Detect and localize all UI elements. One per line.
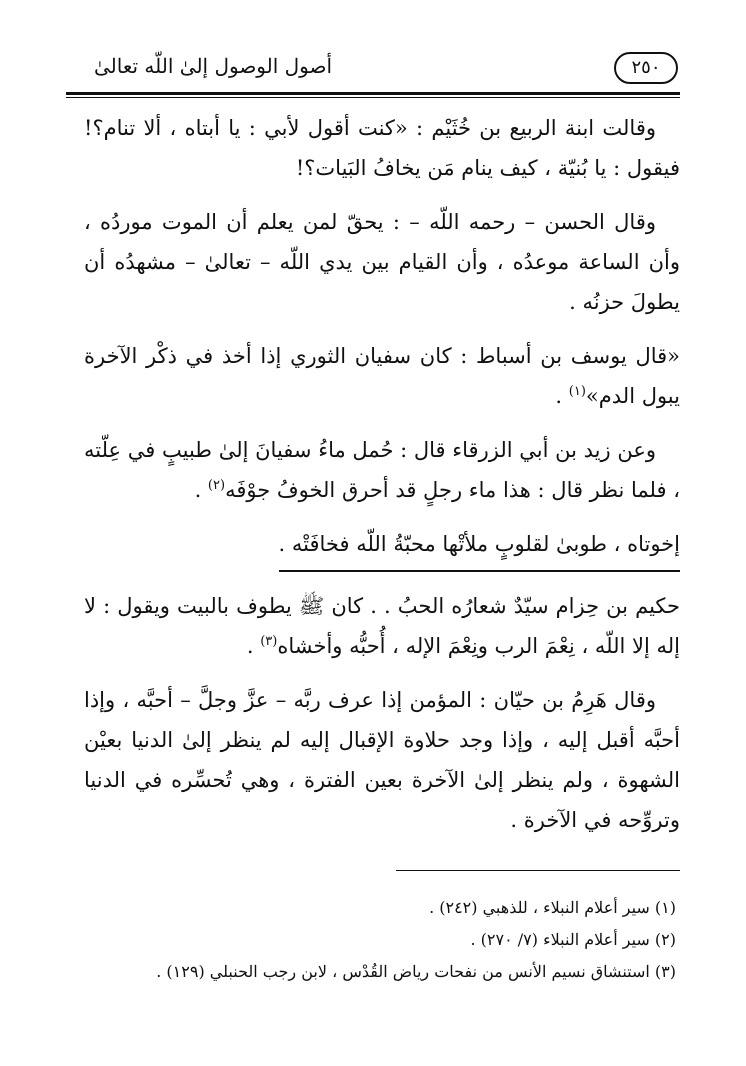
header-rule-thin <box>66 97 680 98</box>
page-header <box>66 40 680 90</box>
footnote-ref-1: (١) <box>568 384 586 399</box>
period: . <box>246 634 261 658</box>
header-rule-thick <box>66 92 680 95</box>
footnote-1: (١) سير أعلام النبلاء ، للذهبي (٢٤٢) . <box>429 898 676 917</box>
footnote-separator <box>396 870 680 871</box>
paragraph-3: «قال يوسف بن أسباط : كان سفيان الثوري إذا أخذ في ذكْر الآخرة يبول الدم»$^{(١)}$ . <box>84 344 680 408</box>
page-number: ٢٥٠ <box>614 52 678 84</box>
period: . <box>194 478 208 502</box>
body-text <box>84 108 680 854</box>
paragraph-1: وقالت ابنة الربيع بن خُثَيْم : «كنت أقول لأبي : يا أبتاه ، ألا تنام؟! فيقول : يا بُنيّة ، كيف ينام مَن يخافُ البَيات؟! <box>84 116 680 180</box>
footnote-2: (٢) سير أعلام النبلاء (٧/ ٢٧٠) . <box>470 930 676 949</box>
paragraph-2: وقال الحسن – رحمه اللّه – : يحقّ لمن يعلم أن الموت موردُه ، وأن الساعة موعدُه ، وأن القيام بين يدي اللّه – تعالىٰ – مشهدُه أن يطولَ حزنُه . <box>84 210 680 314</box>
period: . <box>555 384 569 408</box>
paragraph-6: وقال هَرِمُ بن حيّان : المؤمن إذا عرف ربَّه – عزَّ وجلَّ – أحبَّه ، وإذا أحبَّه أقبل إليه ، وإذا وجد حلاوة الإقبال إليه لم ينظر إلىٰ الدنيا بعيْن الشهوة ، ولم ينظر إلىٰ الآخرة بعين الفترة ، وهي تُحسِّره في الدنيا وتروِّحه في الآخرة . <box>84 688 680 832</box>
footnote-ref-3: (٣) <box>260 634 278 649</box>
paragraph-4: وعن زيد بن أبي الزرقاء قال : حُمل ماءُ سفيانَ إلىٰ طبيبٍ في عِلّته ، فلما نظر قال : هذا ماء رجلٍ قد أحرق الخوفُ جوْفَه$^{(٢)}$ . <box>84 438 680 502</box>
footnote-ref-2: (٢) <box>207 478 226 493</box>
footnotes <box>84 892 676 988</box>
paragraph-5: حكيم بن حِزام سيّدٌ شعارُه الحبُ . . كان ﷺ يطوف بالبيت ويقول : لا إله إلا اللّه ، نِعْمَ الرب ونِعْمَ الإله ، أُحبُّه وأخشاه$^{(٣)}$ . <box>84 594 680 658</box>
underlined-exhortation: إخوتاه ، طوبىٰ لقلوبٍ ملأتْها محبّةُ اللّه فخافَتْه . <box>279 524 680 572</box>
footnote-3: (٣) استنشاق نسيم الأنس من نفحات رياض القُدْس ، لابن رجب الحنبلي (١٢٩) . <box>156 962 676 981</box>
highlighted-line <box>84 524 680 572</box>
running-title: أصول الوصول إلىٰ اللّه تعالىٰ <box>94 54 333 78</box>
